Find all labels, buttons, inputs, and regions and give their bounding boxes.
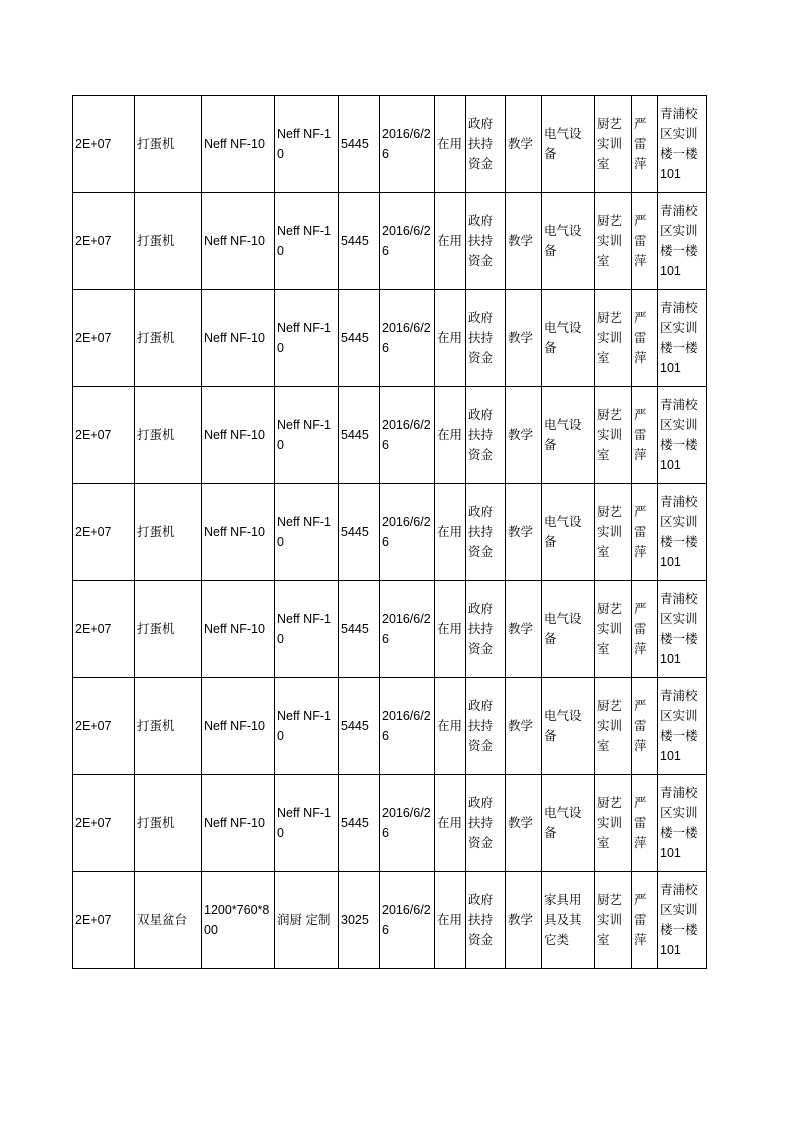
price-cell: 5445 — [339, 678, 380, 775]
category-cell: 电气设备 — [542, 96, 595, 193]
location-cell: 青浦校区实训楼一楼101 — [658, 581, 707, 678]
category-cell: 电气设备 — [542, 581, 595, 678]
spec-cell: Neff NF-10 — [202, 387, 275, 484]
status-cell: 在用 — [435, 193, 466, 290]
asset-code-cell: 2E+07 — [73, 96, 135, 193]
asset-code-cell: 2E+07 — [73, 387, 135, 484]
keeper-cell: 严雷萍 — [632, 387, 658, 484]
use-cell: 教学 — [506, 581, 542, 678]
category-cell: 电气设备 — [542, 775, 595, 872]
location-cell: 青浦校区实训楼一楼101 — [658, 872, 707, 969]
date-cell: 2016/6/26 — [380, 581, 435, 678]
table-row — [73, 775, 707, 872]
location-cell: 青浦校区实训楼一楼101 — [658, 678, 707, 775]
funding-cell: 政府扶持资金 — [466, 193, 506, 290]
table-row — [73, 484, 707, 581]
funding-cell: 政府扶持资金 — [466, 678, 506, 775]
room-cell: 厨艺实训室 — [595, 581, 632, 678]
asset-name-cell: 打蛋机 — [135, 775, 202, 872]
category-cell: 电气设备 — [542, 290, 595, 387]
price-cell: 5445 — [339, 484, 380, 581]
status-cell: 在用 — [435, 387, 466, 484]
price-cell: 5445 — [339, 193, 380, 290]
price-cell: 5445 — [339, 581, 380, 678]
keeper-cell: 严雷萍 — [632, 484, 658, 581]
date-cell: 2016/6/26 — [380, 775, 435, 872]
spec-cell: Neff NF-10 — [202, 581, 275, 678]
use-cell: 教学 — [506, 96, 542, 193]
funding-cell: 政府扶持资金 — [466, 290, 506, 387]
room-cell: 厨艺实训室 — [595, 484, 632, 581]
category-cell: 电气设备 — [542, 484, 595, 581]
room-cell: 厨艺实训室 — [595, 775, 632, 872]
model-cell: Neff NF-10 — [275, 484, 339, 581]
keeper-cell: 严雷萍 — [632, 678, 658, 775]
asset-name-cell: 打蛋机 — [135, 678, 202, 775]
use-cell: 教学 — [506, 775, 542, 872]
price-cell: 5445 — [339, 387, 380, 484]
table-row — [73, 872, 707, 969]
table-row — [73, 96, 707, 193]
date-cell: 2016/6/26 — [380, 872, 435, 969]
asset-name-cell: 双星盆台 — [135, 872, 202, 969]
asset-name-cell: 打蛋机 — [135, 484, 202, 581]
date-cell: 2016/6/26 — [380, 290, 435, 387]
funding-cell: 政府扶持资金 — [466, 872, 506, 969]
keeper-cell: 严雷萍 — [632, 96, 658, 193]
room-cell: 厨艺实训室 — [595, 96, 632, 193]
status-cell: 在用 — [435, 290, 466, 387]
category-cell: 电气设备 — [542, 678, 595, 775]
table-body — [73, 96, 707, 969]
asset-code-cell: 2E+07 — [73, 193, 135, 290]
table-row — [73, 290, 707, 387]
spec-cell: Neff NF-10 — [202, 484, 275, 581]
room-cell: 厨艺实训室 — [595, 193, 632, 290]
model-cell: Neff NF-10 — [275, 775, 339, 872]
model-cell: Neff NF-10 — [275, 96, 339, 193]
location-cell: 青浦校区实训楼一楼101 — [658, 96, 707, 193]
status-cell: 在用 — [435, 775, 466, 872]
model-cell: Neff NF-10 — [275, 193, 339, 290]
price-cell: 5445 — [339, 96, 380, 193]
use-cell: 教学 — [506, 678, 542, 775]
use-cell: 教学 — [506, 872, 542, 969]
keeper-cell: 严雷萍 — [632, 581, 658, 678]
room-cell: 厨艺实训室 — [595, 290, 632, 387]
spec-cell: Neff NF-10 — [202, 96, 275, 193]
funding-cell: 政府扶持资金 — [466, 96, 506, 193]
room-cell: 厨艺实训室 — [595, 387, 632, 484]
asset-code-cell: 2E+07 — [73, 290, 135, 387]
asset-name-cell: 打蛋机 — [135, 96, 202, 193]
use-cell: 教学 — [506, 484, 542, 581]
spec-cell: Neff NF-10 — [202, 193, 275, 290]
model-cell: 润厨 定制 — [275, 872, 339, 969]
asset-code-cell: 2E+07 — [73, 484, 135, 581]
price-cell: 5445 — [339, 775, 380, 872]
price-cell: 3025 — [339, 872, 380, 969]
status-cell: 在用 — [435, 96, 466, 193]
keeper-cell: 严雷萍 — [632, 193, 658, 290]
location-cell: 青浦校区实训楼一楼101 — [658, 290, 707, 387]
date-cell: 2016/6/26 — [380, 387, 435, 484]
funding-cell: 政府扶持资金 — [466, 775, 506, 872]
location-cell: 青浦校区实训楼一楼101 — [658, 387, 707, 484]
spec-cell: Neff NF-10 — [202, 290, 275, 387]
status-cell: 在用 — [435, 678, 466, 775]
use-cell: 教学 — [506, 193, 542, 290]
status-cell: 在用 — [435, 581, 466, 678]
date-cell: 2016/6/26 — [380, 96, 435, 193]
category-cell: 电气设备 — [542, 387, 595, 484]
table-row — [73, 581, 707, 678]
model-cell: Neff NF-10 — [275, 678, 339, 775]
location-cell: 青浦校区实训楼一楼101 — [658, 775, 707, 872]
keeper-cell: 严雷萍 — [632, 872, 658, 969]
status-cell: 在用 — [435, 872, 466, 969]
model-cell: Neff NF-10 — [275, 387, 339, 484]
room-cell: 厨艺实训室 — [595, 872, 632, 969]
asset-code-cell: 2E+07 — [73, 775, 135, 872]
asset-code-cell: 2E+07 — [73, 678, 135, 775]
spec-cell: 1200*760*800 — [202, 872, 275, 969]
funding-cell: 政府扶持资金 — [466, 484, 506, 581]
spec-cell: Neff NF-10 — [202, 678, 275, 775]
table-row — [73, 387, 707, 484]
asset-name-cell: 打蛋机 — [135, 387, 202, 484]
use-cell: 教学 — [506, 387, 542, 484]
category-cell: 电气设备 — [542, 193, 595, 290]
status-cell: 在用 — [435, 484, 466, 581]
room-cell: 厨艺实训室 — [595, 678, 632, 775]
funding-cell: 政府扶持资金 — [466, 581, 506, 678]
table-row — [73, 193, 707, 290]
date-cell: 2016/6/26 — [380, 678, 435, 775]
spec-cell: Neff NF-10 — [202, 775, 275, 872]
keeper-cell: 严雷萍 — [632, 775, 658, 872]
location-cell: 青浦校区实训楼一楼101 — [658, 484, 707, 581]
asset-code-cell: 2E+07 — [73, 581, 135, 678]
model-cell: Neff NF-10 — [275, 290, 339, 387]
use-cell: 教学 — [506, 290, 542, 387]
date-cell: 2016/6/26 — [380, 193, 435, 290]
date-cell: 2016/6/26 — [380, 484, 435, 581]
asset-name-cell: 打蛋机 — [135, 193, 202, 290]
table-row — [73, 678, 707, 775]
category-cell: 家具用具及其它类 — [542, 872, 595, 969]
price-cell: 5445 — [339, 290, 380, 387]
model-cell: Neff NF-10 — [275, 581, 339, 678]
asset-name-cell: 打蛋机 — [135, 581, 202, 678]
funding-cell: 政府扶持资金 — [466, 387, 506, 484]
location-cell: 青浦校区实训楼一楼101 — [658, 193, 707, 290]
asset-name-cell: 打蛋机 — [135, 290, 202, 387]
asset-code-cell: 2E+07 — [73, 872, 135, 969]
keeper-cell: 严雷萍 — [632, 290, 658, 387]
asset-table — [72, 95, 707, 969]
